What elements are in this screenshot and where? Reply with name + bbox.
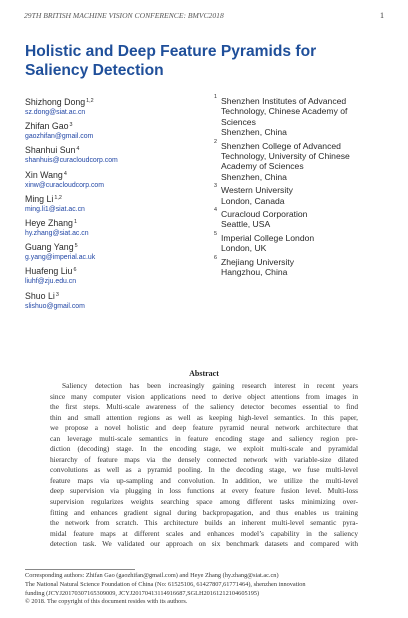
affiliation-entry xyxy=(214,209,394,230)
author-affiliation-mark: 4 xyxy=(63,170,67,177)
affiliation-line: Seattle, USA xyxy=(221,219,271,230)
affiliation-line: Shenzhen College of Advanced xyxy=(221,140,341,151)
affiliation-number: 3 xyxy=(214,183,217,190)
abstract-line: midal feature maps at different scales and enhances model’s capability in the saliency xyxy=(50,528,358,538)
abstract-line: thin and small attention regions as well as keeping high-level semantics. In this paper, xyxy=(50,412,358,422)
affiliation-entry xyxy=(214,254,394,278)
author-affiliation-mark: 5 xyxy=(74,243,78,250)
affiliation-line: Shenzhen, China xyxy=(221,171,287,182)
author-affiliation-mark: 3 xyxy=(55,291,59,298)
affiliation-line: Imperial College London xyxy=(221,232,315,243)
footnote-funding-continued: funding (JCYJ20170307165309009, JCYJ20170413114916687,SGLH20161212104605195) xyxy=(25,589,260,597)
affiliation-line: Western University xyxy=(221,185,293,196)
author-entry xyxy=(25,265,210,286)
affiliation-line: London, UK xyxy=(221,243,267,254)
author-entry xyxy=(25,241,210,262)
abstract-line: the network from scratch. This architecture builds an inherent multi-level semantic pyra- xyxy=(50,518,358,528)
author-email[interactable]: xinw@curacloudcorp.com xyxy=(25,181,104,189)
author-email[interactable]: gaozhifan@gmail.com xyxy=(25,133,94,141)
author-email[interactable]: sz.dong@siat.ac.cn xyxy=(25,109,86,116)
affiliation-list xyxy=(214,96,394,281)
author-name: Heye Zhang xyxy=(25,217,73,228)
author-name: Xin Wang xyxy=(25,169,63,180)
affiliation-entry xyxy=(214,138,394,183)
abstract-line: hierarchy of feature maps via the densely connected network with variable-size dilated xyxy=(50,454,358,464)
abstract-line: fitting and enhances gradient signal during backpropagation, and thus enables us training xyxy=(50,507,358,517)
author-entry xyxy=(25,193,210,214)
abstract-heading: Abstract xyxy=(189,369,219,378)
affiliation-line: Zhejiang University xyxy=(221,256,295,267)
affiliation-number: 1 xyxy=(214,94,217,100)
abstract-body xyxy=(50,381,358,550)
author-entry xyxy=(25,120,210,141)
author-affiliation-mark: 1 xyxy=(73,218,77,225)
author-email[interactable]: ming.li1@siat.ac.cn xyxy=(25,205,85,213)
footnote-funding: The National Natural Science Foundation of China (No: 61525106, 61427807,61771464), shenzhen innovation xyxy=(25,580,306,588)
author-affiliation-mark: 3 xyxy=(69,122,73,129)
author-name: Ming Li xyxy=(25,193,54,204)
footnote-copyright: © 2018. The copyright of this document resides with its authors. xyxy=(25,598,188,606)
author-name: Huafeng Liu xyxy=(25,266,73,277)
abstract-line: supervision regularizes weights searching space among different tasks minimizing over- xyxy=(50,497,358,507)
author-name: Shizhong Dong xyxy=(25,97,86,107)
affiliation-entry xyxy=(214,185,394,206)
affiliation-line: Curacloud Corporation xyxy=(221,209,308,220)
title-line: Holistic and Deep Feature Pyramids for xyxy=(25,43,317,60)
abstract-line: deep supervision via plugging in loss functions at every feature fusion level. Multi-loss xyxy=(50,486,358,496)
footnote-divider xyxy=(25,569,135,570)
author-email[interactable]: slishuo@gmail.com xyxy=(25,302,85,310)
author-entry xyxy=(25,169,210,190)
title-line: Saliency Detection xyxy=(25,62,164,79)
author-name: Shanhui Sun xyxy=(25,145,76,156)
author-email[interactable]: g.yang@imperial.ac.uk xyxy=(25,254,96,262)
affiliation-number: 2 xyxy=(214,138,217,145)
running-header xyxy=(24,11,384,25)
abstract-line: we propose a novel holistic and deep feature pyramid neural network architecture that xyxy=(50,423,358,433)
author-affiliation-mark: 1,2 xyxy=(86,98,94,104)
abstract-line: feature maps via up-sampling and convolution. In addition, we utilize the multi-level xyxy=(50,475,358,485)
author-name: Shuo Li xyxy=(25,290,55,301)
author-affiliation-mark: 1,2 xyxy=(54,194,62,201)
affiliation-line: Hangzhou, China xyxy=(221,267,288,278)
affiliation-number: 6 xyxy=(214,254,217,261)
author-name: Guang Yang xyxy=(25,242,74,253)
affiliation-line: Technology, University of Chinese xyxy=(221,151,350,162)
author-entry xyxy=(25,96,210,117)
affiliation-line: Academy of Sciences xyxy=(221,161,304,172)
author-email[interactable]: liuhf@zju.edu.cn xyxy=(25,278,77,286)
author-name: Zhifan Gao xyxy=(25,121,69,132)
author-entry xyxy=(25,290,210,311)
abstract-line: Saliency detection has been increasingly gaining research interest in recent years xyxy=(62,381,358,390)
abstract-line: convolutions as well as a pyramid pooling. In the decoding stage, we fuse multi-level xyxy=(50,465,358,475)
affiliation-line: Sciences xyxy=(221,116,256,127)
footnotes xyxy=(25,572,385,607)
author-list xyxy=(25,96,210,314)
author-affiliation-mark: 6 xyxy=(73,267,77,274)
conference-name: 29TH BRITISH MACHINE VISION CONFERENCE: BMVC2018 xyxy=(24,11,224,20)
author-email[interactable]: hy.zhang@siat.ac.cn xyxy=(25,229,89,237)
abstract-line: since many computer vision applications need to derive object attentions from images in xyxy=(50,391,358,401)
affiliation-entry xyxy=(214,230,394,254)
affiliation-line: London, Canada xyxy=(221,195,285,206)
affiliation-line: Shenzhen Institutes of Advanced xyxy=(221,96,347,106)
abstract-line: the first steps. Multi-scale awareness of the saliency detector becomes essential to find xyxy=(50,402,358,412)
author-email[interactable]: shanhuis@curacloudcorp.com xyxy=(25,157,118,165)
abstract-line: can leverage multi-scale semantics in feature encoding stage and saliency region pre- xyxy=(50,433,358,443)
affiliation-number: 4 xyxy=(214,207,217,214)
author-entry xyxy=(25,144,210,165)
affiliation-entry xyxy=(214,96,394,138)
author-affiliation-mark: 4 xyxy=(76,146,80,153)
abstract-line: diction (decoding) stage. In the encoding stage, we exploit multi-scale and pyramidal xyxy=(50,444,358,454)
abstract-line: detection task. We validated our approach on six benchmark datasets and compared with xyxy=(50,539,358,549)
footnote-corresponding-authors: Corresponding authors: Zhifan Gao (gaozhifan@gmail.com) and Heye Zhang (hy.zhang@siat.ac.cn) xyxy=(25,572,279,579)
affiliation-line: Shenzhen, China xyxy=(221,127,287,138)
affiliation-number: 5 xyxy=(214,230,217,237)
page-number: 1 xyxy=(380,11,384,20)
paper-title xyxy=(25,42,385,80)
author-entry xyxy=(25,217,210,238)
affiliation-line: Technology, Chinese Academy of xyxy=(221,106,348,117)
